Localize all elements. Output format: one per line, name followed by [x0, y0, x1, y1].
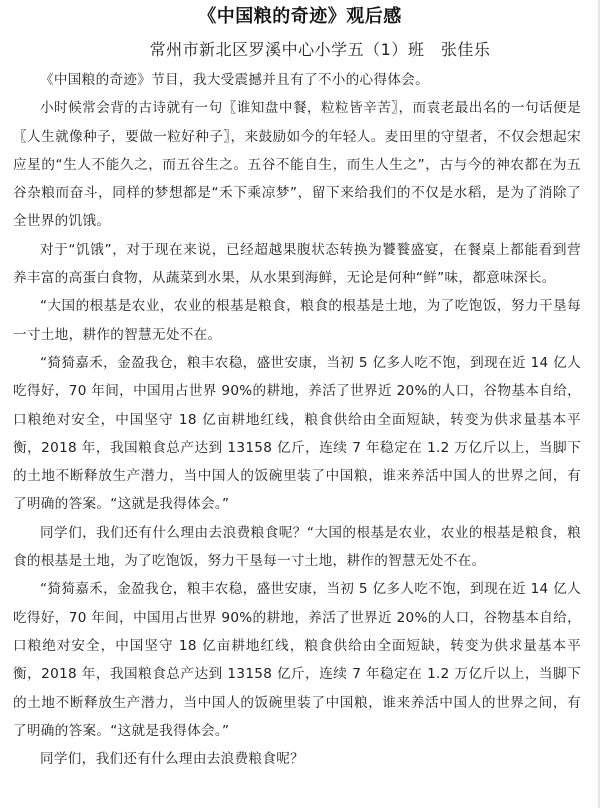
- paragraph: “猗猗嘉禾，金盈我仓，粮丰农稳，盛世安康，当初 5 亿多人吃不饱，到现在近 14 亿人吃得好，70 年间，中国用占世界 90%的耕地，养活了世界近 20%的人口，谷物基本自给，口粮绝对安全，中国坚守 18 亿亩耕地红线，粮食供给由全面短缺，转变为供求量基本平衡，2018 年，我国粮食总产达到 13158 亿斤，连续 7 年稳定在 1.2 万亿斤以上，当脚下的土地不断释放生产潜力，当中国人的饭碗里装了中国粮，谁来养活中国人的世界之间，有了明确的答案。“这就是我得体会。”: [13, 581, 581, 739]
- document-title: 《中国粮的奇迹》观后感: [198, 6, 402, 27]
- paragraph: 对于“饥饿”，对于现在来说，已经超越果腹状态转换为饕餮盛宴，在餐桌上都能看到营养丰富的高蛋白食物，从蔬菜到水果，从水果到海鲜，无论是何种“鲜”味，都意味深长。: [13, 241, 581, 287]
- paragraph: “大国的根基是农业，农业的根基是粮食，粮食的根基是土地，为了吃饱饭，努力干垦每一寸土地，耕作的智慧无处不在。: [13, 298, 581, 343]
- paragraph: “猗猗嘉禾，金盈我仓，粮丰农稳，盛世安康，当初 5 亿多人吃不饱，到现在近 14 亿人吃得好，70 年间，中国用占世界 90%的耕地，养活了世界近 20%的人口，谷物基本自给，口粮绝对安全，中国坚守 18 亿亩耕地红线，粮食供给由全面短缺，转变为供求量基本平衡，2018 年，我国粮食总产达到 13158 亿斤，连续 7 年稳定在 1.2 万亿斤以上，当脚下的土地不断释放生产潜力，当中国人的饭碗里装了中国粮，谁来养活中国人的世界之间，有了明确的答案。“这就是我得体会。”: [13, 354, 581, 513]
- paragraph-closing: 同学们，我们还有什么理由去浪费粮食呢？: [40, 751, 304, 768]
- document-body: [13, 66, 581, 773]
- author-line: 常州市新北区罗溪中心小学五（1）班 张佳乐: [149, 40, 491, 59]
- paragraph: 小时候常会背的古诗就有一句〖谁知盘中餐，粒粒皆辛苦〗，而袁老最出名的一句话便是〖人生就像种子，要做一粒好种子〗，来鼓励如今的年轻人。麦田里的守望者，不仅会想起宋应星的“生人不能久之，而五谷生之。五谷不能自生，而生人生之”，古与今的神农都在为五谷杂粮而奋斗，同样的梦想都是“禾下乘凉梦”，留下来给我们的不仅是水稻，是为了消除了全世界的饥饿。: [13, 100, 581, 230]
- paragraph: 同学们，我们还有什么理由去浪费粮食呢？“大国的根基是农业，农业的根基是粮食，粮食的根基是土地，为了吃饱饭，努力干垦每一寸土地，耕作的智慧无处不在。: [13, 524, 581, 570]
- paragraph-intro: 《中国粮的奇迹》节目，我大受震撼并且有了不小的心得体会。: [40, 72, 430, 88]
